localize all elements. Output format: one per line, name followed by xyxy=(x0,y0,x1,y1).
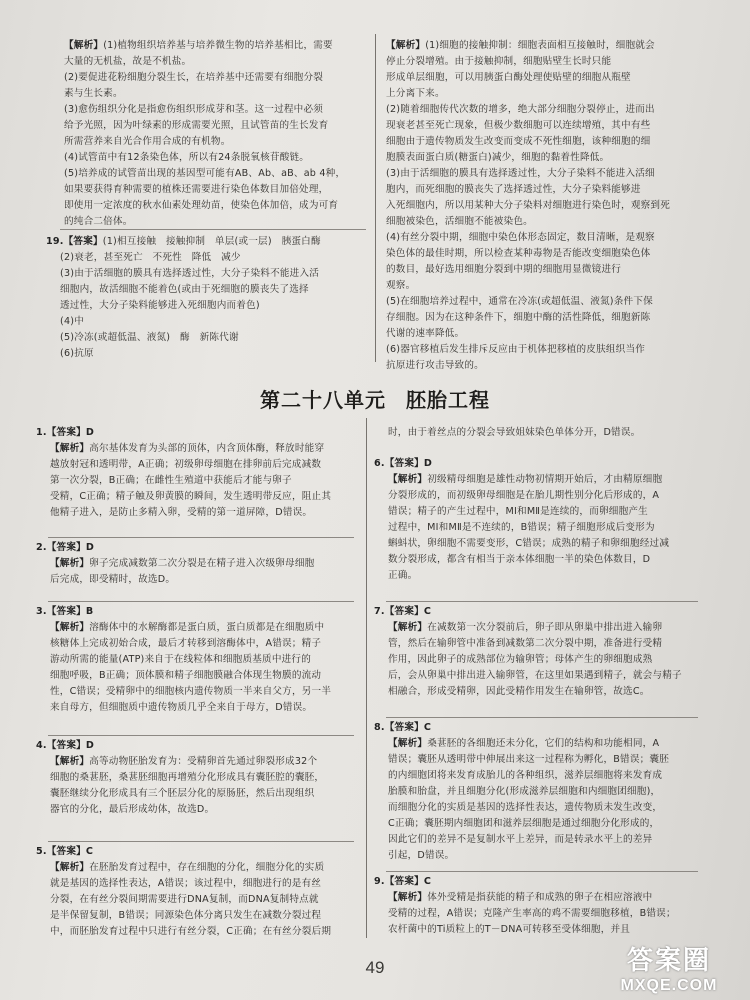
text-line xyxy=(386,278,698,294)
line-text: 细胞呼吸，B正确；顶体膜和精子细胞膜融合体现生物膜的流动 xyxy=(50,670,322,681)
text-line xyxy=(386,38,698,54)
text-line xyxy=(64,70,364,86)
line-text: (4)试管苗中有12条染色体，所以有24条脱氧核苷酸链。 xyxy=(64,152,310,163)
text-line xyxy=(374,922,700,938)
line-text: (6)器官移植后发生排斥反应由于机体把移植的皮肤组织当作 xyxy=(386,344,646,355)
line-text: 分裂形成的，而初级卵母细胞是在胎儿期性别分化后形成的，A xyxy=(388,490,660,501)
line-text: (3)由于活细胞的膜具有选择透过性，大分子染料不能进入活 xyxy=(60,268,320,279)
answer-line xyxy=(36,844,356,860)
answer-value: D xyxy=(423,458,433,469)
text-line xyxy=(36,786,356,802)
answer-label: 【答案】 xyxy=(46,740,86,751)
text-line xyxy=(64,102,364,118)
text-line xyxy=(64,182,364,198)
answer-value: C xyxy=(423,606,432,617)
line-text: 胞膜表面蛋白质(糖蛋白)减少，细胞的黏着性降低。 xyxy=(386,152,610,163)
line-text: (3)由于活细胞的膜具有选择透过性，大分子染料不能进入活细 xyxy=(386,168,655,179)
divider-top-left xyxy=(60,229,366,230)
line-text: 管，然后在输卵管中准备到减数第二次分裂中期，准备进行受精 xyxy=(388,638,663,649)
answer-line xyxy=(374,456,700,472)
text-line xyxy=(386,150,698,166)
text-line xyxy=(374,552,700,568)
text-line xyxy=(374,636,700,652)
q5-continuation xyxy=(388,425,700,441)
line-text: 农杆菌中的Ti质粒上的T－DNA可转移至受体细胞，并且 xyxy=(388,924,631,935)
text-line xyxy=(374,472,700,488)
line-text: 存细胞。因为在这种条件下，细胞中酶的活性降低，细胞新陈 xyxy=(386,312,651,323)
text-line xyxy=(374,784,700,800)
line-text: 后，会从卵巢中排出进入输卵管，在这里如果遇到精子，就会与精子 xyxy=(388,670,682,681)
question-number: 8. xyxy=(374,722,385,733)
line-text: 正确。 xyxy=(388,570,418,581)
line-text: 错误；囊胚从透明带中伸展出来这一过程称为孵化，B错误；囊胚 xyxy=(388,754,670,765)
line-text: (1)细胞的接触抑制：细胞表面相互接触时，细胞就会 xyxy=(425,40,655,51)
answer-value: D xyxy=(85,427,95,438)
line-text: 细胞由于遗传物质发生改变而变成不死性细胞，该种细胞的细 xyxy=(386,136,651,147)
text-line xyxy=(64,86,364,102)
line-text: 体外受精是指获能的精子和成熟的卵子在相应溶液中 xyxy=(427,892,653,903)
text-line xyxy=(36,473,356,489)
answer-label: 【答案】 xyxy=(46,542,86,553)
text-line xyxy=(64,54,364,70)
text-line xyxy=(46,346,366,362)
line-text: 时，由于着丝点的分裂会导致姐妹染色单体分开，D错误。 xyxy=(388,427,641,438)
text-line xyxy=(36,770,356,786)
jiexi-label: 【解析】 xyxy=(388,474,428,485)
answer-label: 【答案】 xyxy=(46,606,86,617)
text-line xyxy=(64,118,364,134)
question-number: 9. xyxy=(374,876,385,887)
text-line xyxy=(36,489,356,505)
line-text: 他精子进入，是防止多精入卵，受精的第一道屏障，D错误。 xyxy=(50,507,313,518)
column-divider-top xyxy=(375,34,376,362)
question-block xyxy=(36,540,356,588)
answer-line xyxy=(374,604,700,620)
jiexi-label: 【解析】 xyxy=(50,443,90,454)
answer-label: 【答案】 xyxy=(384,458,424,469)
answer-label: 【答案】 xyxy=(46,846,86,857)
text-line xyxy=(46,314,366,330)
answer-value: C xyxy=(423,722,432,733)
jiexi-label: 【解析】 xyxy=(50,756,90,767)
jiexi-label: 【解析】 xyxy=(50,558,90,569)
text-line xyxy=(36,556,356,572)
jiexi-label: 【解析】 xyxy=(50,862,90,873)
line-text: 素与生长素。 xyxy=(64,88,123,99)
jiexi-label: 【解析】 xyxy=(388,892,428,903)
text-line xyxy=(374,800,700,816)
text-line xyxy=(386,166,698,182)
line-text: 细胞被染色，活细胞不能被染色。 xyxy=(386,216,533,227)
text-line xyxy=(374,668,700,684)
text-line xyxy=(36,572,356,588)
jiexi-label: 【解析】 xyxy=(50,622,90,633)
answer-label: 【答案】 xyxy=(384,722,424,733)
text-line xyxy=(386,86,698,102)
question-number: 1. xyxy=(36,427,47,438)
text-line xyxy=(374,652,700,668)
line-text: 的内细胞团将来发育成胎儿的各种组织，滋养层细胞将来发育成 xyxy=(388,770,663,781)
line-text: 相融合，形成受精卵，因此受精作用发生在输卵管，故选C。 xyxy=(388,686,650,697)
answer-label: 【答案】 xyxy=(384,606,424,617)
line-text: 停止分裂增殖。由于接触抑制，细胞贴壁生长时只能 xyxy=(386,56,612,67)
question-number: 19. xyxy=(46,236,64,247)
text-line xyxy=(386,182,698,198)
text-line xyxy=(46,282,366,298)
line-text: 分裂，在有丝分裂间期需要进行DNA复制，而DNA复制特点就 xyxy=(50,894,319,905)
question-divider xyxy=(48,601,354,602)
line-text: 蝌蚪状，卵细胞不需要变形，C错误；成熟的精子和卵细胞经过减 xyxy=(388,538,670,549)
line-text: 作用，因此卵子的成熟部位为输卵管；母体产生的卵细胞成熟 xyxy=(388,654,653,665)
question-divider xyxy=(386,717,698,718)
text-line xyxy=(374,504,700,520)
line-text: 如果要获得育种需要的植株还需要进行染色体数目加倍处理， xyxy=(64,184,329,195)
line-text: (1)植物组织培养基与培养微生物的培养基相比，需要 xyxy=(103,40,333,51)
line-text: (5)在细胞培养过程中，通常在冷冻(或超低温、液氮)条件下保 xyxy=(386,296,653,307)
line-text: 性，C错误；受精卵中的细胞核内遗传物质一半来自父方，另一半 xyxy=(50,686,332,697)
answer-line xyxy=(36,738,356,754)
text-line xyxy=(36,860,356,876)
line-text: (4)中 xyxy=(60,316,84,327)
text-line xyxy=(64,198,364,214)
page-number: 49 xyxy=(365,958,385,977)
text-line xyxy=(64,38,364,54)
question-divider xyxy=(48,841,354,842)
question-number: 4. xyxy=(36,740,47,751)
answer-label: 【答案】 xyxy=(63,236,103,247)
question-block xyxy=(374,456,700,584)
unit-number: 第二十八单元 xyxy=(260,388,386,412)
text-line xyxy=(46,330,366,346)
line-text: 染色体的最佳时期，所以检查某种毒物是否能改变细胞染色体 xyxy=(386,248,651,259)
answer-value: C xyxy=(423,876,432,887)
line-text: 上分离下来。 xyxy=(386,88,445,99)
question-divider xyxy=(48,735,354,736)
text-line xyxy=(386,118,698,134)
line-text: 观察。 xyxy=(386,280,416,291)
line-text: 受精的过程，A错误；克隆产生率高的鸡不需要细胞移植，B错误； xyxy=(388,908,676,919)
line-text: 高尔基体发育为头部的顶体，内含顶体酶，释放时能穿 xyxy=(89,443,325,454)
text-line xyxy=(374,890,700,906)
text-line xyxy=(374,832,700,848)
unit-name: 胚胎工程 xyxy=(406,388,490,412)
line-text: (2)衰老，甚至死亡 不死性 降低 减少 xyxy=(60,252,241,263)
text-line xyxy=(36,892,356,908)
line-text: 数分裂形成，都含有相当于亲本体细胞一半的染色体数目，D xyxy=(388,554,651,565)
text-line xyxy=(374,816,700,832)
jiexi-label: 【解析】 xyxy=(64,40,104,51)
line-text: 大量的无机盐，故是不机盐。 xyxy=(64,56,192,67)
line-text: 游动所需的能量(ATP)来自于在线粒体和细胞质基质中进行的 xyxy=(50,654,311,665)
line-text: 是半保留复制，B错误；同源染色体分离只发生在减数分裂过程 xyxy=(50,910,322,921)
line-text: 所需营养来自光合作用合成的有机物。 xyxy=(64,136,231,147)
text-line xyxy=(46,266,366,282)
line-text: (3)愈伤组织分化是指愈伤组织形成芽和茎。这一过程中必须 xyxy=(64,104,324,115)
line-text: (2)随着细胞传代次数的增多，绝大部分细胞分裂停止，进而出 xyxy=(386,104,655,115)
text-line xyxy=(46,250,366,266)
line-text: (5)冷冻(或超低温、液氮) 酶 新陈代谢 xyxy=(60,332,239,343)
text-line xyxy=(386,262,698,278)
line-text: 桑葚胚的各细胞还未分化，它们的结构和功能相同，A xyxy=(427,738,660,749)
text-line xyxy=(386,134,698,150)
question-number: 2. xyxy=(36,542,47,553)
text-line xyxy=(64,166,364,182)
text-line xyxy=(386,214,698,230)
text-line xyxy=(386,70,698,86)
question-divider xyxy=(48,537,354,538)
line-text: 核糖体上完成初始合成，最后才转移到溶酶体中，A错误；精子 xyxy=(50,638,322,649)
text-line xyxy=(36,457,356,473)
line-text: 第一次分裂，B正确；在雌性生殖道中获能后才能与卵子 xyxy=(50,475,292,486)
line-text: 透过性，大分子染料能够进入死细胞内而着色) xyxy=(60,300,260,311)
line-text: 细胞内，故活细胞不能着色(或由于死细胞的膜丧失了选择 xyxy=(60,284,309,295)
line-text: (6)抗原 xyxy=(60,348,94,359)
line-text: 过程中，MⅠ和MⅡ是不连续的，B错误；精子细胞形成后变形为 xyxy=(388,522,655,533)
line-text: 高等动物胚胎发育为：受精卵首先通过卵裂形成32个 xyxy=(89,756,318,767)
question-number: 5. xyxy=(36,846,47,857)
text-line xyxy=(46,234,366,250)
line-text: 器官的分化，最后形成幼体，故选D。 xyxy=(50,804,215,815)
text-line xyxy=(64,134,364,150)
line-text: 给予光照，因为叶绿素的形成需要光照，且试管苗的生长发育 xyxy=(64,120,329,131)
text-line xyxy=(36,668,356,684)
answer-line xyxy=(36,540,356,556)
text-line xyxy=(36,505,356,521)
line-text: 形成单层细胞，可以用胰蛋白酶处理使贴壁的细胞从瓶壁 xyxy=(386,72,631,83)
question-block xyxy=(36,425,356,521)
text-line xyxy=(36,876,356,892)
unit-title xyxy=(0,384,750,413)
answer-line xyxy=(36,604,356,620)
line-text: C正确；囊胚期内细胞团和滋养层细胞是通过细胞分化形成的， xyxy=(388,818,660,829)
line-text: 就是基因的选择性表达，A错误；该过程中，细胞进行的是有丝 xyxy=(50,878,322,889)
question-block xyxy=(374,874,700,938)
text-line xyxy=(374,906,700,922)
line-text: 引起，D错误。 xyxy=(388,850,455,861)
question-block xyxy=(36,844,356,940)
text-line xyxy=(36,754,356,770)
line-text: (5)培养成的试管苗出现的基因型可能有AB、Ab、aB、ab 4种， xyxy=(64,168,346,179)
line-text: 溶酶体中的水解酶都是蛋白质，蛋白质都是在细胞质中 xyxy=(89,622,325,633)
text-line xyxy=(374,684,700,700)
question-block xyxy=(374,720,700,864)
text-line xyxy=(36,441,356,457)
text-line xyxy=(386,326,698,342)
top-right-explanation xyxy=(386,38,698,374)
answer-label: 【答案】 xyxy=(384,876,424,887)
question-block xyxy=(374,604,700,700)
line-text: 在胚胎发育过程中，存在细胞的分化，细胞分化的实质 xyxy=(89,862,325,873)
text-line xyxy=(374,520,700,536)
jiexi-label: 【解析】 xyxy=(386,40,426,51)
q19-answer xyxy=(46,234,366,362)
line-text: 囊胚继续分化形成具有三个胚层分化的原肠胚，然后出现组织 xyxy=(50,788,315,799)
line-text: 入死细胞内，所以用某种大分子染料对细胞进行染色时，观察到死 xyxy=(386,200,671,211)
line-text: (2)要促进花粉细胞分裂生长，在培养基中还需要有细胞分裂 xyxy=(64,72,324,83)
line-text: 受精，C正确；精子触及卵黄膜的瞬间，发生透明带反应，阻止其 xyxy=(50,491,332,502)
line-text: 而细胞分化的实质是基因的选择性表达，遗传物质未发生改变， xyxy=(388,802,663,813)
question-block xyxy=(36,738,356,818)
line-text: 现衰老甚至死亡现象，但极少数细胞可以连续增殖，其中有些 xyxy=(386,120,651,131)
text-line xyxy=(374,736,700,752)
line-text: 卵子完成减数第二次分裂是在精子进入次级卵母细胞 xyxy=(89,558,315,569)
line-text: 代谢的速率降低。 xyxy=(386,328,465,339)
text-line xyxy=(36,620,356,636)
text-line xyxy=(36,908,356,924)
jiexi-label: 【解析】 xyxy=(388,738,428,749)
text-line xyxy=(386,54,698,70)
text-line xyxy=(36,700,356,716)
text-line xyxy=(64,214,364,230)
question-number: 7. xyxy=(374,606,385,617)
line-text: 胞内，而死细胞的膜丧失了选择透过性，大分子染料能够进 xyxy=(386,184,641,195)
answer-value: D xyxy=(85,542,95,553)
text-line xyxy=(386,246,698,262)
text-line xyxy=(36,652,356,668)
text-line xyxy=(388,425,700,441)
line-text: 抗原进行攻击导致的。 xyxy=(386,360,484,371)
text-line xyxy=(386,342,698,358)
text-line xyxy=(36,636,356,652)
answer-line xyxy=(36,425,356,441)
text-line xyxy=(386,198,698,214)
top-left-explanation xyxy=(64,38,364,230)
question-divider xyxy=(386,871,698,872)
text-line xyxy=(374,620,700,636)
text-line xyxy=(64,150,364,166)
line-text: 初级精母细胞是雄性动物初情期开始后，才由精原细胞 xyxy=(427,474,663,485)
text-line xyxy=(386,358,698,374)
line-text: (1)相互接触 接触抑制 单层(或一层) 胰蛋白酶 xyxy=(102,236,321,247)
text-line xyxy=(386,294,698,310)
question-number: 6. xyxy=(374,458,385,469)
answer-value: C xyxy=(85,846,94,857)
text-line xyxy=(386,230,698,246)
line-text: 越放射冠和透明带，A正确；初级卵母细胞在排卵前后完成减数 xyxy=(50,459,322,470)
answer-value: B xyxy=(85,606,94,617)
question-divider xyxy=(386,601,698,602)
text-line xyxy=(36,924,356,940)
text-line xyxy=(46,298,366,314)
line-text: 中，而胚胎发育过程中只进行有丝分裂，C正确；在有丝分裂后期 xyxy=(50,926,332,937)
line-text: 来自母方，但细胞质中遗传物质几乎全来自于母方，D错误。 xyxy=(50,702,313,713)
answer-line xyxy=(374,874,700,890)
answer-label: 【答案】 xyxy=(46,427,86,438)
line-text: 错误；精子的产生过程中，MⅠ和MⅡ是连续的，而卵细胞产生 xyxy=(388,506,648,517)
column-divider-bottom xyxy=(366,418,367,938)
text-line xyxy=(386,310,698,326)
text-line xyxy=(374,752,700,768)
line-text: (4)有丝分裂中期，细胞中染色体形态固定，数目清晰，是观察 xyxy=(386,232,655,243)
jiexi-label: 【解析】 xyxy=(388,622,428,633)
text-line xyxy=(374,568,700,584)
watermark-url: MXQE.COM xyxy=(620,977,718,994)
text-line xyxy=(374,488,700,504)
answer-line xyxy=(374,720,700,736)
text-line xyxy=(374,768,700,784)
line-text: 胎膜和胎盘，并且细胞分化(形成滋养层细胞和内细胞团细胞)， xyxy=(388,786,661,797)
watermark-text: 答案圈 xyxy=(626,945,711,975)
text-line xyxy=(374,848,700,864)
text-line xyxy=(36,684,356,700)
question-number: 3. xyxy=(36,606,47,617)
watermark-logo xyxy=(594,940,744,996)
line-text: 在减数第一次分裂前后，卵子即从卵巢中排出进入输卵 xyxy=(427,622,663,633)
answer-value: D xyxy=(85,740,95,751)
line-text: 因此它们的差异不是复制水平上差异，而是转录水平上的差异 xyxy=(388,834,653,845)
line-text: 的数目，最好选用细胞分裂到中期的细胞用显微镜进行 xyxy=(386,264,622,275)
line-text: 即使用一定浓度的秋水仙素处理幼苗，使染色体加倍，成为可育 xyxy=(64,200,339,211)
line-text: 后完成，即受精时，故选D。 xyxy=(50,574,176,585)
line-text: 细胞的桑葚胚，桑葚胚细胞再增殖分化形成具有囊胚腔的囊胚， xyxy=(50,772,325,783)
question-block xyxy=(36,604,356,716)
text-line xyxy=(386,102,698,118)
line-text: 的纯合二倍体。 xyxy=(64,216,133,227)
text-line xyxy=(36,802,356,818)
text-line xyxy=(374,536,700,552)
